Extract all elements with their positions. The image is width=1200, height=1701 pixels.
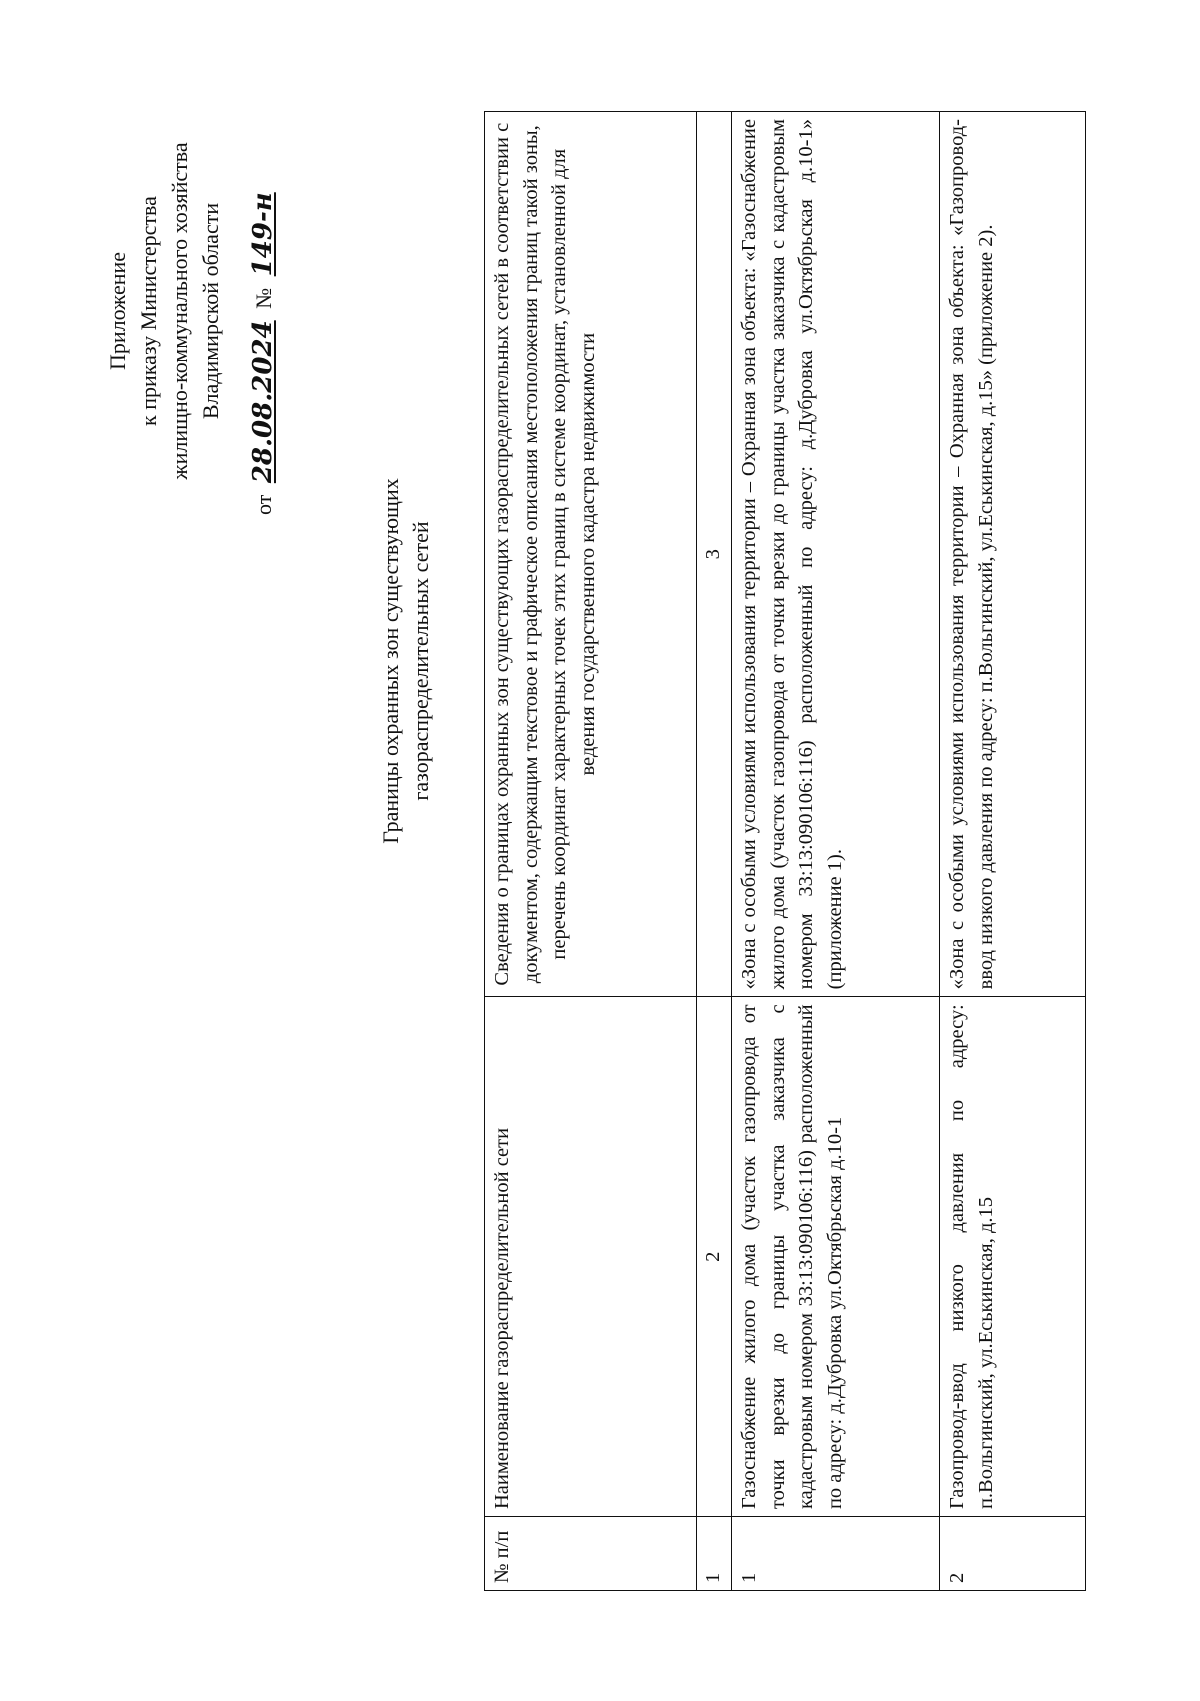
- row-zone-info: «Зона с особыми условиями использования территории – Охранная зона объекта: «Газоснабжение жилого дома (участок газопровода от точки врезки до границы участка заказчика с кадастровым номером 33:13:090106:116) расположенный по адресу: д.Дубровка ул.Октябрьская д.10-1» (приложение 1).: [732, 112, 940, 997]
- header-info: Сведения о границах охранных зон существующих газораспределительных сетей в соответствии с документом, содержащим текстовое и графическое описания местоположения границ такой зоны, перечень координат характерных точек этих границ в системе координат, установленной для ведения государственного кадастра недвижимости: [485, 112, 697, 997]
- title-line: Границы охранных зон существующих: [378, 478, 403, 844]
- column-number: 3: [697, 112, 732, 997]
- row-num: 2: [940, 1517, 1086, 1591]
- header-num: № п/п: [485, 1517, 697, 1591]
- row-num: 1: [732, 1517, 940, 1591]
- appendix-line: Приложение: [105, 251, 130, 371]
- appendix-block: [102, 101, 279, 521]
- row-network-name: Газоснабжение жилого дома (участок газопровода от точки врезки до границы участка заказчика с кадастровым номером 33:13:090106:116) расположенный по адресу: д.Дубровка ул.Октябрьская д.10-1: [732, 997, 940, 1517]
- date-prefix: от: [251, 494, 276, 515]
- header-name: Наименование газораспределительной сети: [485, 997, 697, 1517]
- column-number: 1: [697, 1517, 732, 1591]
- document-title: [376, 391, 436, 931]
- order-date: 28.08.2024: [248, 320, 278, 484]
- order-date-number: [248, 101, 279, 521]
- table-header-row: [485, 112, 697, 1591]
- column-number: 2: [697, 997, 732, 1517]
- row-network-name: Газопровод-ввод низкого давления по адресу: п.Вольгинский, ул.Еськинская, д.15: [940, 997, 1086, 1517]
- protection-zones-table: [484, 111, 1086, 1591]
- table-row: [732, 112, 940, 1591]
- column-number-row: [697, 112, 732, 1591]
- table-row: [940, 112, 1086, 1591]
- appendix-line: жилищно-коммунального хозяйства: [167, 142, 192, 480]
- appendix-line: к приказу Министерства: [136, 196, 161, 426]
- order-number: 149-н: [248, 192, 278, 277]
- number-prefix: №: [251, 287, 276, 309]
- appendix-line: Владимирской области: [198, 202, 223, 420]
- title-line: газораспределительных сетей: [408, 521, 433, 801]
- row-zone-info: «Зона с особыми условиями использования территории – Охранная зона объекта: «Газопровод-ввод низкого давления по адресу: п.Вольгинский, ул.Еськинская, д.15» (приложение 2).: [940, 112, 1086, 997]
